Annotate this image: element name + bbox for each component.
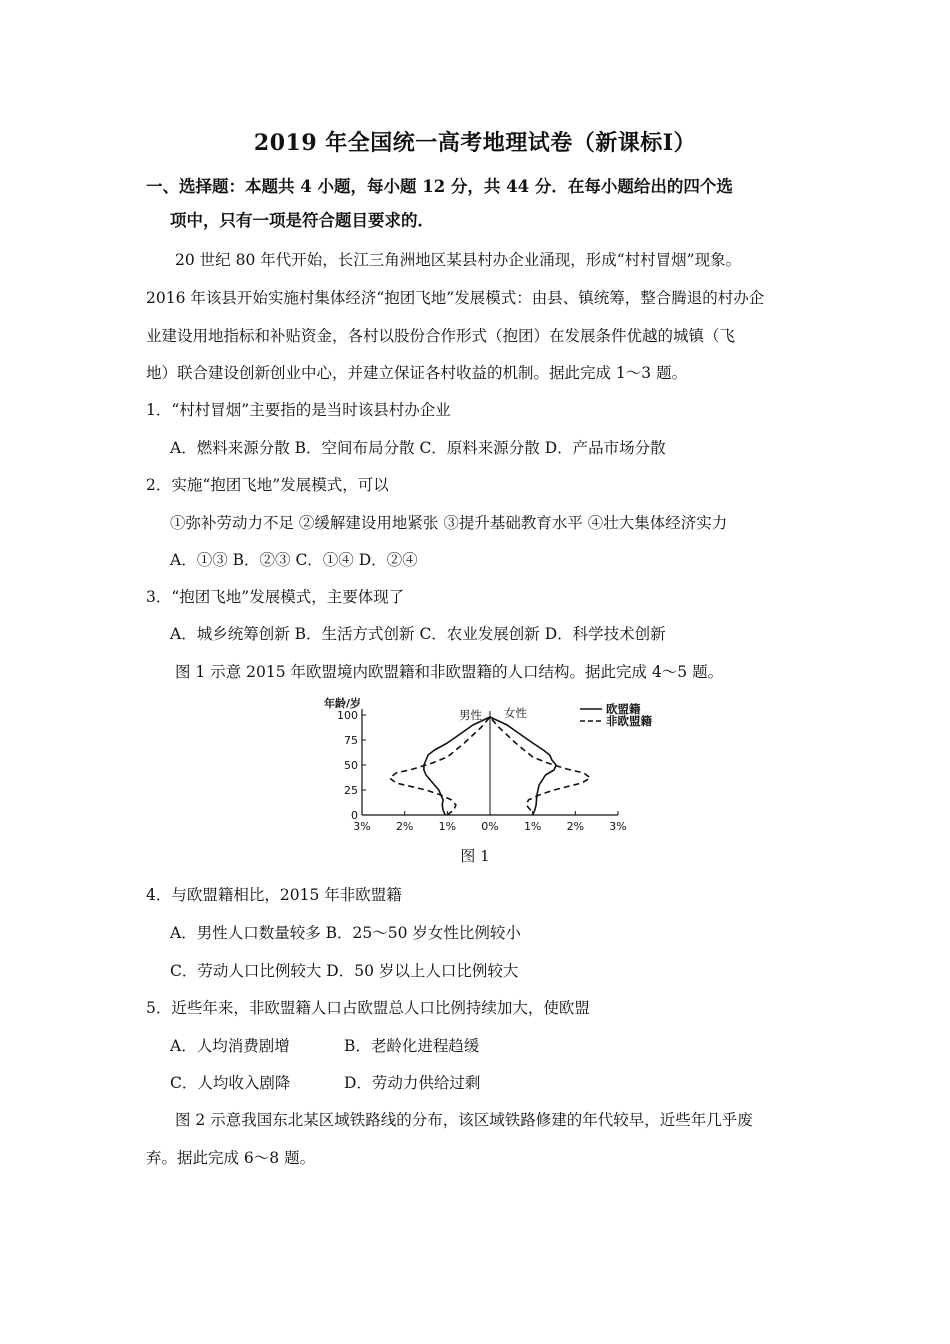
page-title: 2019 年全国统一高考地理试卷（新课标Ⅰ） xyxy=(253,130,697,156)
x-tick-label: 1% xyxy=(438,820,457,833)
legend-label-2: 非欧盟籍 xyxy=(606,714,652,728)
x-tick-label: 3% xyxy=(353,820,371,833)
y-tick-label: 25 xyxy=(344,784,358,797)
y-tick-label: 75 xyxy=(344,734,358,747)
intro-1-line-2: 2016 年该县开始实施村集体经济“抱团飞地”发展模式：由县、镇统筹，整合腾退的村办企 xyxy=(146,289,765,307)
x-tick-label: 3% xyxy=(609,820,627,833)
question-5-stem: 5．近些年来，非欧盟籍人口占欧盟总人口比例持续加大，使欧盟 xyxy=(146,999,590,1017)
figure-caption: 图 1 xyxy=(460,847,490,865)
intro-1-line-3: 业建设用地指标和补贴资金，各村以股份合作形式（抱团）在发展条件优越的城镇（飞 xyxy=(146,327,736,345)
section-heading xyxy=(146,170,816,238)
question-5-option-d: D．劳动力供给过剩 xyxy=(344,1074,481,1092)
intro-1-line-1: 20 世纪 80 年代开始，长江三角洲地区某县村办企业涌现，形成“村村冒烟”现象。 xyxy=(175,251,742,269)
question-5-option-b: B．老龄化进程趋缓 xyxy=(344,1037,480,1055)
question-3-stem: 3．“抱团飞地”发展模式，主要体现了 xyxy=(146,588,405,606)
question-5-option-c: C．人均收入剧降 xyxy=(170,1074,291,1092)
y-tick-label: 100 xyxy=(337,709,358,722)
x-tick-label: 0% xyxy=(481,820,499,833)
population-pyramid-chart xyxy=(0,695,950,845)
x-tick-label: 1% xyxy=(523,820,542,833)
question-4-options-cd: C．劳动人口比例较大 D．50 岁以上人口比例较大 xyxy=(170,962,519,980)
intro-3-line-1: 图 2 示意我国东北某区域铁路线的分布，该区域铁路修建的年代较早，近些年几乎废 xyxy=(175,1111,753,1129)
question-2-items: ①弥补劳动力不足 ②缓解建设用地紧张 ③提升基础教育水平 ④壮大集体经济实力 xyxy=(170,514,728,532)
question-5-option-a: A．人均消费剧增 xyxy=(170,1037,290,1055)
x-tick-label: 2% xyxy=(566,820,585,833)
intro-3-line-2: 弃。据此完成 6～8 题。 xyxy=(146,1149,316,1167)
question-2-options: A．①③ B．②③ C．①④ D．②④ xyxy=(170,551,418,569)
female-label: 女性 xyxy=(504,706,527,720)
question-1-stem: 1．“村村冒烟”主要指的是当时该县村办企业 xyxy=(146,401,451,419)
y-tick-label: 0 xyxy=(351,809,358,822)
section-heading-line1: 一、选择题：本题共 4 小题，每小题 12 分，共 44 分．在每小题给出的四个选 xyxy=(146,177,733,196)
y-axis-label: 年龄/岁 xyxy=(324,697,362,710)
section-heading-line2: 项中，只有一项是符合题目要求的． xyxy=(170,211,434,230)
question-4-stem: 4．与欧盟籍相比，2015 年非欧盟籍 xyxy=(146,886,402,904)
question-4-options-ab: A．男性人口数量较多 B．25～50 岁女性比例较小 xyxy=(170,924,521,942)
y-tick-label: 50 xyxy=(344,759,358,772)
legend-label-1: 欧盟籍 xyxy=(606,702,641,716)
intro-1-line-4: 地）联合建设创新创业中心，并建立保证各村收益的机制。据此完成 1～3 题。 xyxy=(146,364,688,382)
question-3-options: A．城乡统筹创新 B．生活方式创新 C．农业发展创新 D．科学技术创新 xyxy=(170,625,666,643)
question-2-stem: 2．实施“抱团飞地”发展模式，可以 xyxy=(146,476,389,494)
male-label: 男性 xyxy=(459,708,482,722)
question-1-options: A．燃料来源分散 B．空间布局分散 C．原料来源分散 D．产品市场分散 xyxy=(170,439,666,457)
x-tick-label: 2% xyxy=(395,820,414,833)
intro-2: 图 1 示意 2015 年欧盟境内欧盟籍和非欧盟籍的人口结构。据此完成 4～5 题。 xyxy=(175,663,724,681)
